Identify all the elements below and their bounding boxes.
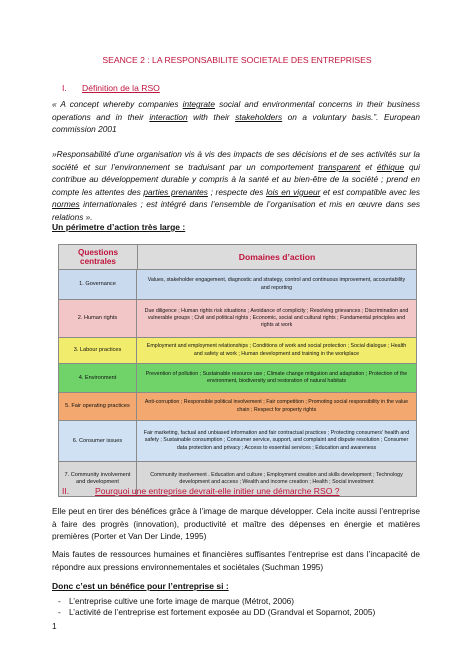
bullet-marker: - xyxy=(58,607,61,617)
table-header xyxy=(59,245,416,270)
table-row xyxy=(59,393,416,421)
bullet-marker: - xyxy=(58,596,61,606)
section-number: I. xyxy=(62,83,67,93)
def-keyword: normes xyxy=(52,199,80,210)
iso-table xyxy=(58,244,417,497)
row-domains: Community involvement . Education and culture ; Employment creation and skills development ; Technology development and access ; Wealth and income creation ; Health ; Social investment xyxy=(137,462,416,496)
quote-text: with their xyxy=(187,111,236,122)
def-text: et est compatible avec les xyxy=(320,186,420,197)
section-title: Pourquoi une entreprise devrait-elle initier une démarche RSO ? xyxy=(95,486,340,496)
page-number: 1 xyxy=(52,621,57,631)
header-questions: Questions centrales xyxy=(59,245,138,269)
quote-text: « A concept whereby companies xyxy=(52,99,183,109)
row-question: 1. Governance xyxy=(59,270,137,299)
definition-french xyxy=(52,148,420,224)
bullet-text: L’entreprise cultive une forte image de marque (Métrot, 2006) xyxy=(69,596,295,606)
table-row xyxy=(59,270,416,300)
def-text: »Responsabilité d’une organisation vis à vis des impacts de ses décisions et de ses activités sur la société et sur l’environnement se traduisant par un comportement xyxy=(52,149,420,172)
paragraph-constraints: Mais fautes de ressources humaines et financières suffisantes l’entreprise est dans l’incapacité de répondre aux pressions environnementales et sociétales (Suchman 1995) xyxy=(52,549,420,572)
row-domains: Employment and employment relationships ; Conditions of work and social protection ; Social dialogue ; Health and safety at work ; Human development and training in the workplace xyxy=(137,338,416,363)
quote-text: on a voluntary basis.”. European commission 2001 xyxy=(52,111,420,135)
row-question: 3. Labour practices xyxy=(59,338,137,363)
quote-keyword: interaction xyxy=(149,111,188,122)
table-row xyxy=(59,300,416,338)
list-item xyxy=(58,596,375,607)
def-keyword: parties prenantes xyxy=(143,186,208,197)
section-title: Définition de la RSO xyxy=(82,83,160,93)
row-domains: Prevention of pollution ; Sustainable resource use ; Climate change mitigation and adaptation ; Protection of the environment, biodiversity and restoration of natural habitats xyxy=(137,364,416,392)
quote-text: social and environmental concerns in their business operations and in their xyxy=(52,99,420,122)
def-text: et xyxy=(360,161,377,172)
def-text: internationales ; est intégré dans l’ensemble de l’organisation et mis en œuvre dans ses relations ». xyxy=(52,199,420,222)
row-domains: Values, stakeholder engagement, diagnostic and strategy, control and continuous improvement, accountability and reporting xyxy=(137,270,416,299)
bullet-text: L’activité de l’entreprise est fortement exposée au DD (Grandval et Soparnot, 2005) xyxy=(69,607,376,617)
section-heading-2 xyxy=(62,486,340,496)
benefit-label: Donc c’est un bénéfice pour l’entreprise si : xyxy=(52,581,229,591)
row-question: 7. Community involvement and development xyxy=(59,462,137,496)
def-keyword: lois en vigueur xyxy=(266,186,321,197)
section-number: II. xyxy=(62,486,70,496)
page-title: SEANCE 2 : LA RESPONSABILITE SOCIETALE DES ENTREPRISES xyxy=(102,55,372,65)
row-domains: Anti-corruption ; Responsible political involvement ; Fair competition ; Promoting social responsibility in the value chain ; Respect for property rights xyxy=(137,393,416,420)
quote-keyword: integrate xyxy=(182,99,215,109)
header-domains: Domaines d’action xyxy=(138,245,416,269)
row-question: 5. Fair operating practices xyxy=(59,393,137,420)
row-domains: Fair marketing, factual and unbiased information and fair contractual practices ; Protecting consumers' health and safety ; Sustainable consumption ; Consumer service, support, and complaint and dispute resolution ; Consumer data protection and privacy ; Access to essential services ; Education and awareness xyxy=(137,421,416,461)
def-text: qui contribue au développement durable y compris à la santé et au bien-être de la société ; prend en compte les attentes des xyxy=(52,161,420,197)
perimeter-label: Un périmetre d’action très large : xyxy=(52,222,186,232)
row-question: 6. Consumer issues xyxy=(59,421,137,461)
section-heading-1 xyxy=(62,83,160,93)
row-domains: Due diligence ; Human rights risk situations ; Avoidance of complicity ; Resolving grievances ; Discrimination and vulnerable groups ; Civil and political rights ; Economic, social and cultural rights ; Fundamental principles and rights at work xyxy=(137,300,416,337)
table-row xyxy=(59,421,416,462)
row-question: 2. Human rights xyxy=(59,300,137,337)
quote-english xyxy=(52,98,420,136)
list-item xyxy=(58,607,375,618)
benefit-list xyxy=(58,596,375,618)
table-body xyxy=(59,270,416,496)
def-text: ; respecte des xyxy=(207,186,267,197)
def-keyword: transparent xyxy=(318,161,361,172)
table-row xyxy=(59,338,416,364)
quote-keyword: stakeholders xyxy=(235,111,283,122)
row-question: 4. Environment xyxy=(59,364,137,392)
paragraph-benefits: Elle peut en tirer des bénéfices grâce à l’image de marque développer. Cela incite aussi l’entreprise à faire des progrès (innovation), productivité et maître des dépenses en énergie et matières premières (Porter et Van Der Linde, 1995) xyxy=(52,506,420,542)
table-row xyxy=(59,364,416,393)
def-keyword: éthique xyxy=(376,161,405,172)
